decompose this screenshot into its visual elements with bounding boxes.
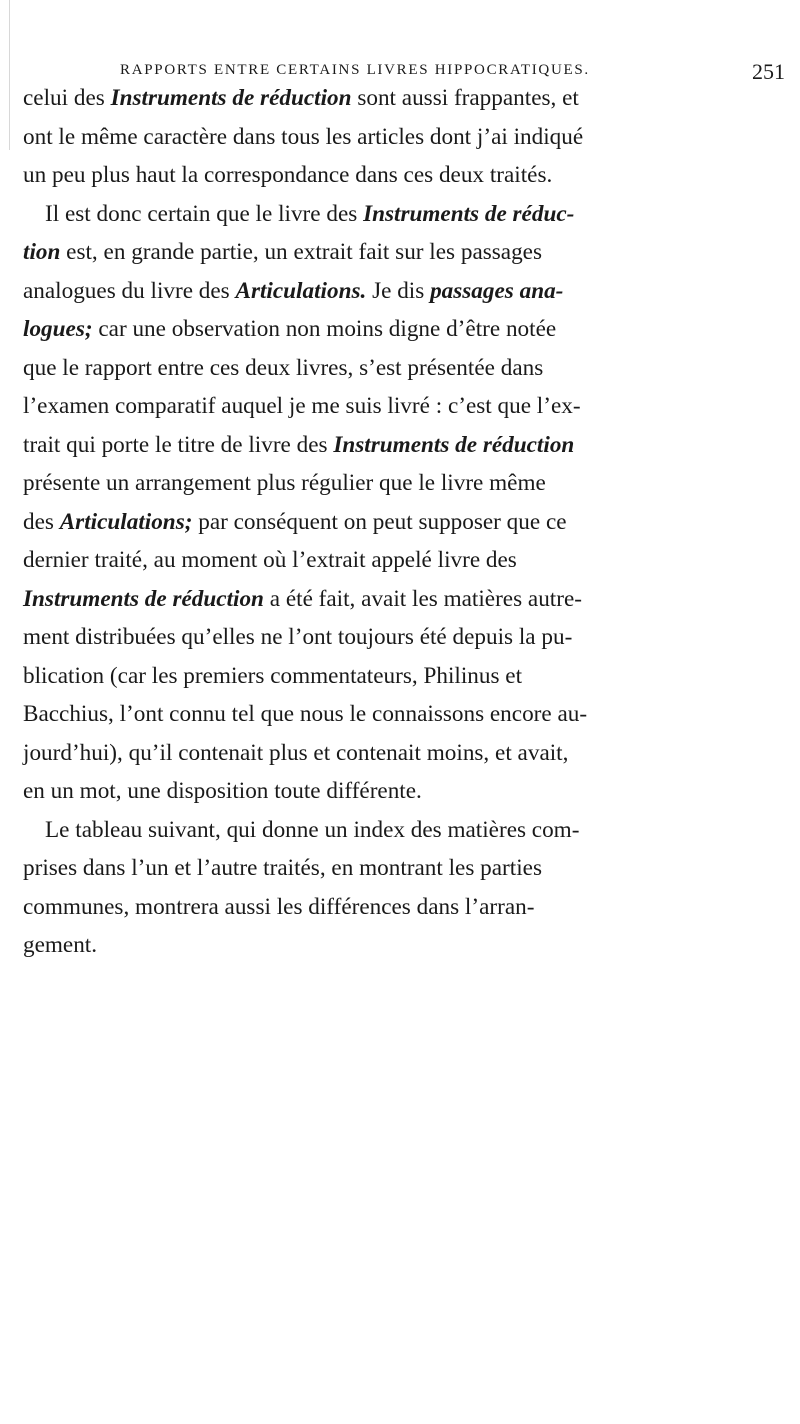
italic-title: Articulations. bbox=[235, 278, 367, 304]
text-line bbox=[23, 703, 587, 726]
italic-title: Instruments de réduction bbox=[110, 85, 352, 111]
text-run: analogues du livre des bbox=[23, 278, 236, 304]
text-run: ont le même caractère dans tous les articles dont j’ai indiqué bbox=[23, 124, 584, 150]
text-line bbox=[23, 87, 579, 110]
text-run: l’examen comparatif auquel je me suis livré : c’est que l’ex- bbox=[23, 393, 581, 419]
text-run: communes, montrera aussi les différences dans l’arran- bbox=[23, 894, 535, 920]
text-line bbox=[23, 665, 522, 688]
running-title: RAPPORTS ENTRE CERTAINS LIVRES HIPPOCRATIQUES. bbox=[120, 62, 590, 78]
text-line bbox=[23, 857, 542, 880]
italic-title: Instruments de réduc- bbox=[363, 201, 575, 227]
text-run: trait qui porte le titre de livre des bbox=[23, 432, 334, 458]
text-line bbox=[23, 626, 572, 649]
text-run: sont aussi frappantes, et bbox=[351, 85, 579, 111]
text-run: a été fait, avait les matières autre- bbox=[263, 586, 582, 612]
text-run: Il est donc certain que le livre des bbox=[45, 201, 364, 227]
text-line bbox=[23, 896, 534, 919]
text-run: en un mot, une disposition toute différente. bbox=[23, 778, 422, 804]
text-line bbox=[23, 241, 542, 264]
text-run: jourd’hui), qu’il contenait plus et contenait moins, et avait, bbox=[23, 740, 569, 766]
text-run: prises dans l’un et l’autre traités, en montrant les parties bbox=[23, 855, 542, 881]
text-line bbox=[23, 357, 543, 380]
page-number: 251 bbox=[752, 59, 785, 84]
text-run: Je dis bbox=[366, 278, 431, 304]
text-line bbox=[23, 934, 97, 957]
text-run: des bbox=[23, 509, 60, 535]
text-run: par conséquent on peut supposer que ce bbox=[192, 509, 567, 535]
text-run: blication (car les premiers commentateurs, Philinus et bbox=[23, 663, 523, 689]
text-line bbox=[23, 318, 556, 341]
text-line bbox=[45, 203, 574, 226]
italic-title: Articulations; bbox=[59, 509, 193, 535]
text-run: un peu plus haut la correspondance dans ces deux traités. bbox=[23, 162, 553, 188]
text-line bbox=[23, 742, 568, 765]
text-run: que le rapport entre ces deux livres, s’est présentée dans bbox=[23, 355, 544, 381]
text-line bbox=[23, 280, 563, 303]
text-run: celui des bbox=[23, 85, 111, 111]
text-line bbox=[23, 588, 582, 611]
italic-title: Instruments de réduction bbox=[23, 586, 264, 612]
italic-title: tion bbox=[23, 239, 61, 265]
text-line bbox=[23, 780, 422, 803]
text-run: est, en grande partie, un extrait fait sur les passages bbox=[60, 239, 542, 265]
text-line bbox=[23, 126, 583, 149]
italic-title: logues; bbox=[23, 316, 93, 342]
text-line bbox=[23, 511, 567, 534]
text-line bbox=[45, 819, 579, 842]
text-line bbox=[23, 472, 546, 495]
text-run: ment distribuées qu’elles ne l’ont toujours été depuis la pu- bbox=[23, 624, 573, 650]
italic-title: passages ana- bbox=[430, 278, 564, 304]
text-run: gement. bbox=[23, 932, 98, 958]
text-run: Bacchius, l’ont connu tel que nous le connaissons encore au- bbox=[23, 701, 588, 727]
text-line bbox=[23, 549, 517, 572]
text-run: présente un arrangement plus régulier que le livre même bbox=[23, 470, 546, 496]
italic-title: Instruments de réduction bbox=[333, 432, 575, 458]
text-line bbox=[23, 164, 552, 187]
text-run: Le tableau suivant, qui donne un index des matières com- bbox=[45, 817, 580, 843]
text-run: car une observation non moins digne d’être notée bbox=[92, 316, 557, 342]
text-run: dernier traité, au moment où l’extrait appelé livre des bbox=[23, 547, 517, 573]
text-line bbox=[23, 395, 581, 418]
text-line bbox=[23, 434, 574, 457]
